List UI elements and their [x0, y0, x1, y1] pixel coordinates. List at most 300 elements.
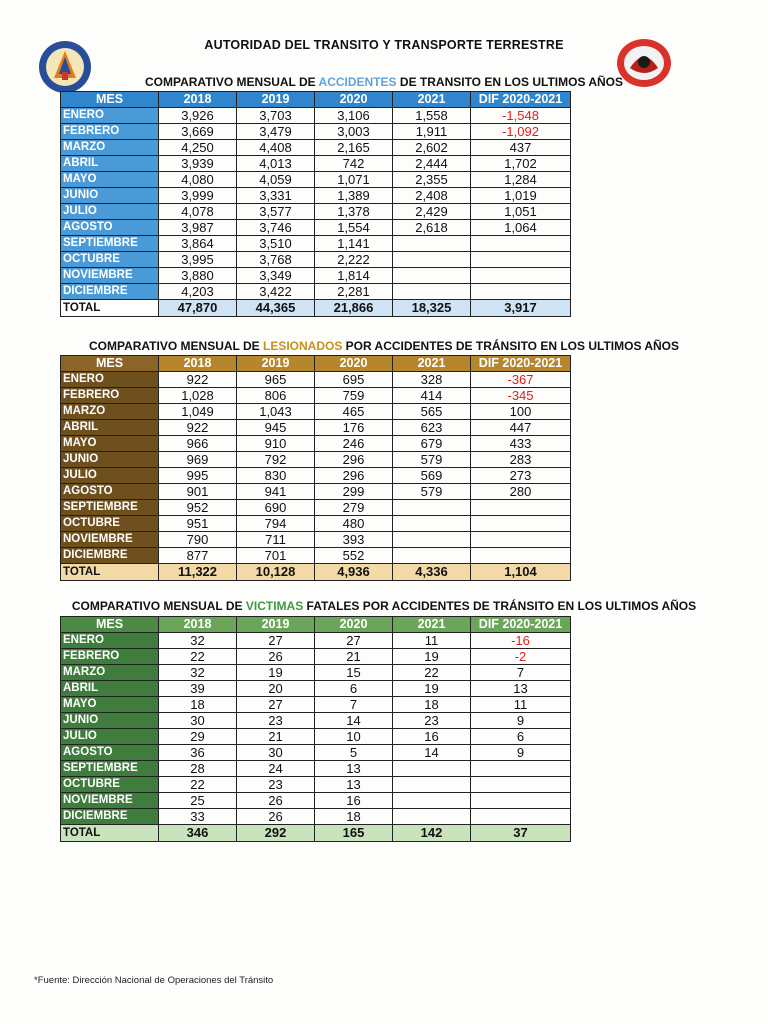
value-cell: 941: [237, 484, 315, 500]
difference-cell: [471, 500, 571, 516]
page-header-title: AUTORIDAD DEL TRANSITO Y TRANSPORTE TERRESTRE: [204, 38, 564, 52]
table-row: [61, 108, 571, 124]
value-cell: 3,999: [159, 188, 237, 204]
value-cell: 3,768: [237, 252, 315, 268]
title-suffix: POR ACCIDENTES DE TRÁNSITO EN LOS ULTIMOS AÑOS: [342, 339, 680, 353]
month-label: ENERO: [61, 372, 159, 388]
table-row: [61, 220, 571, 236]
table-row: [61, 793, 571, 809]
value-cell: 36: [159, 745, 237, 761]
value-cell: 945: [237, 420, 315, 436]
month-label: OCTUBRE: [61, 252, 159, 268]
month-label: NOVIEMBRE: [61, 532, 159, 548]
value-cell: [393, 548, 471, 564]
injured-section-title: [0, 339, 768, 353]
difference-cell: 1,702: [471, 156, 571, 172]
difference-cell: 11: [471, 697, 571, 713]
month-label: JULIO: [61, 729, 159, 745]
value-cell: 552: [315, 548, 393, 564]
value-cell: 3,422: [237, 284, 315, 300]
month-label: OCTUBRE: [61, 777, 159, 793]
month-label: NOVIEMBRE: [61, 793, 159, 809]
value-cell: 27: [237, 633, 315, 649]
difference-cell: 1,064: [471, 220, 571, 236]
value-cell: 579: [393, 452, 471, 468]
month-label: JUNIO: [61, 188, 159, 204]
table-row: [61, 236, 571, 252]
difference-cell: 13: [471, 681, 571, 697]
value-cell: 1,141: [315, 236, 393, 252]
value-cell: 23: [237, 713, 315, 729]
value-cell: 13: [315, 761, 393, 777]
table-row: [61, 124, 571, 140]
value-cell: 21: [237, 729, 315, 745]
column-header: 2021: [393, 92, 471, 108]
column-header: 2019: [237, 92, 315, 108]
value-cell: 15: [315, 665, 393, 681]
column-header: 2018: [159, 617, 237, 633]
value-cell: 21: [315, 649, 393, 665]
value-cell: 176: [315, 420, 393, 436]
value-cell: 25: [159, 793, 237, 809]
value-cell: 806: [237, 388, 315, 404]
value-cell: 30: [159, 713, 237, 729]
month-label: JUNIO: [61, 713, 159, 729]
value-cell: 39: [159, 681, 237, 697]
value-cell: [393, 284, 471, 300]
value-cell: [393, 252, 471, 268]
value-cell: 922: [159, 372, 237, 388]
fatalities-table: [60, 616, 571, 842]
total-value: 4,336: [393, 564, 471, 581]
value-cell: 695: [315, 372, 393, 388]
table-row: [61, 548, 571, 564]
table-row: [61, 140, 571, 156]
value-cell: 26: [237, 809, 315, 825]
value-cell: 3,880: [159, 268, 237, 284]
value-cell: 32: [159, 665, 237, 681]
difference-cell: -16: [471, 633, 571, 649]
value-cell: [393, 761, 471, 777]
total-value: 37: [471, 825, 571, 842]
value-cell: 877: [159, 548, 237, 564]
column-header: 2019: [237, 617, 315, 633]
column-header: 2020: [315, 356, 393, 372]
value-cell: 28: [159, 761, 237, 777]
table-row: [61, 729, 571, 745]
difference-cell: [471, 548, 571, 564]
value-cell: [393, 777, 471, 793]
value-cell: 2,444: [393, 156, 471, 172]
value-cell: 2,281: [315, 284, 393, 300]
accidents-section-title: [0, 75, 768, 89]
month-label: ENERO: [61, 633, 159, 649]
column-header: MES: [61, 92, 159, 108]
table-row: [61, 713, 571, 729]
month-label: MARZO: [61, 665, 159, 681]
value-cell: 3,939: [159, 156, 237, 172]
value-cell: 27: [315, 633, 393, 649]
value-cell: 1,814: [315, 268, 393, 284]
title-highlight: LESIONADOS: [262, 339, 343, 353]
difference-cell: [471, 516, 571, 532]
value-cell: 910: [237, 436, 315, 452]
table-row: [61, 809, 571, 825]
value-cell: 18: [393, 697, 471, 713]
value-cell: 6: [315, 681, 393, 697]
difference-cell: -345: [471, 388, 571, 404]
value-cell: 1,389: [315, 188, 393, 204]
value-cell: 4,203: [159, 284, 237, 300]
value-cell: 3,349: [237, 268, 315, 284]
value-cell: [393, 516, 471, 532]
value-cell: 4,078: [159, 204, 237, 220]
difference-cell: 9: [471, 713, 571, 729]
difference-cell: 7: [471, 665, 571, 681]
value-cell: 4,013: [237, 156, 315, 172]
difference-cell: [471, 236, 571, 252]
column-header: 2020: [315, 617, 393, 633]
difference-cell: [471, 252, 571, 268]
value-cell: 16: [315, 793, 393, 809]
table-row: [61, 372, 571, 388]
table-row: [61, 188, 571, 204]
value-cell: 465: [315, 404, 393, 420]
value-cell: [393, 500, 471, 516]
month-label: AGOSTO: [61, 484, 159, 500]
value-cell: 27: [237, 697, 315, 713]
difference-cell: [471, 761, 571, 777]
value-cell: 759: [315, 388, 393, 404]
table-row: [61, 404, 571, 420]
value-cell: 480: [315, 516, 393, 532]
column-header: DIF 2020-2021: [471, 92, 571, 108]
total-value: 47,870: [159, 300, 237, 317]
value-cell: 328: [393, 372, 471, 388]
value-cell: 4,059: [237, 172, 315, 188]
value-cell: 22: [393, 665, 471, 681]
table-row: [61, 761, 571, 777]
value-cell: 3,995: [159, 252, 237, 268]
value-cell: 414: [393, 388, 471, 404]
table-row: [61, 436, 571, 452]
value-cell: 22: [159, 649, 237, 665]
value-cell: 922: [159, 420, 237, 436]
value-cell: 10: [315, 729, 393, 745]
table-row: [61, 284, 571, 300]
value-cell: 22: [159, 777, 237, 793]
difference-cell: 283: [471, 452, 571, 468]
value-cell: 2,429: [393, 204, 471, 220]
value-cell: 623: [393, 420, 471, 436]
title-highlight: ACCIDENTES: [318, 75, 397, 89]
value-cell: 4,250: [159, 140, 237, 156]
month-label: SEPTIEMBRE: [61, 500, 159, 516]
month-label: MAYO: [61, 172, 159, 188]
value-cell: [393, 236, 471, 252]
title-suffix: FATALES POR ACCIDENTES DE TRÁNSITO EN LOS ULTIMOS AÑOS: [303, 599, 697, 613]
value-cell: 2,222: [315, 252, 393, 268]
value-cell: 5: [315, 745, 393, 761]
column-header: MES: [61, 617, 159, 633]
total-value: 346: [159, 825, 237, 842]
difference-cell: 1,051: [471, 204, 571, 220]
value-cell: 3,746: [237, 220, 315, 236]
value-cell: 1,558: [393, 108, 471, 124]
month-label: MAYO: [61, 436, 159, 452]
value-cell: [393, 793, 471, 809]
month-label: ABRIL: [61, 420, 159, 436]
difference-cell: 433: [471, 436, 571, 452]
value-cell: 3,703: [237, 108, 315, 124]
table-row: [61, 204, 571, 220]
difference-cell: 437: [471, 140, 571, 156]
value-cell: 965: [237, 372, 315, 388]
difference-cell: [471, 268, 571, 284]
difference-cell: -367: [471, 372, 571, 388]
value-cell: 711: [237, 532, 315, 548]
value-cell: 565: [393, 404, 471, 420]
month-label: FEBRERO: [61, 649, 159, 665]
month-label: DICIEMBRE: [61, 284, 159, 300]
table-row: [61, 633, 571, 649]
value-cell: 579: [393, 484, 471, 500]
value-cell: 279: [315, 500, 393, 516]
value-cell: 969: [159, 452, 237, 468]
table-row: [61, 777, 571, 793]
value-cell: 966: [159, 436, 237, 452]
value-cell: 792: [237, 452, 315, 468]
value-cell: 2,618: [393, 220, 471, 236]
total-value: 165: [315, 825, 393, 842]
value-cell: 679: [393, 436, 471, 452]
table-row: [61, 697, 571, 713]
value-cell: 2,355: [393, 172, 471, 188]
column-header: 2019: [237, 356, 315, 372]
value-cell: 1,043: [237, 404, 315, 420]
total-value: 10,128: [237, 564, 315, 581]
value-cell: 3,669: [159, 124, 237, 140]
value-cell: 794: [237, 516, 315, 532]
title-highlight: VICTIMAS: [245, 599, 304, 613]
value-cell: 3,003: [315, 124, 393, 140]
value-cell: 29: [159, 729, 237, 745]
month-label: MARZO: [61, 404, 159, 420]
table-row: [61, 388, 571, 404]
value-cell: 19: [393, 649, 471, 665]
title-prefix: COMPARATIVO MENSUAL DE: [144, 75, 319, 89]
accidents-table: [60, 91, 571, 317]
value-cell: 19: [237, 665, 315, 681]
value-cell: 1,378: [315, 204, 393, 220]
difference-cell: 1,019: [471, 188, 571, 204]
table-row: [61, 532, 571, 548]
total-value: 18,325: [393, 300, 471, 317]
value-cell: 32: [159, 633, 237, 649]
value-cell: 4,080: [159, 172, 237, 188]
value-cell: 3,510: [237, 236, 315, 252]
total-label: TOTAL: [61, 564, 159, 581]
month-label: NOVIEMBRE: [61, 268, 159, 284]
total-value: 292: [237, 825, 315, 842]
table-row: [61, 665, 571, 681]
value-cell: 690: [237, 500, 315, 516]
value-cell: 26: [237, 793, 315, 809]
month-label: ENERO: [61, 108, 159, 124]
value-cell: 951: [159, 516, 237, 532]
value-cell: 14: [315, 713, 393, 729]
value-cell: 20: [237, 681, 315, 697]
table-header-row: [61, 356, 571, 372]
month-label: MAYO: [61, 697, 159, 713]
column-header: DIF 2020-2021: [471, 617, 571, 633]
value-cell: 18: [315, 809, 393, 825]
value-cell: 30: [237, 745, 315, 761]
value-cell: 23: [393, 713, 471, 729]
value-cell: 1,049: [159, 404, 237, 420]
injured-table: [60, 355, 571, 581]
difference-cell: [471, 777, 571, 793]
table-row: [61, 252, 571, 268]
month-label: DICIEMBRE: [61, 548, 159, 564]
fatalities-section-title: [0, 599, 768, 613]
value-cell: 2,602: [393, 140, 471, 156]
value-cell: 2,165: [315, 140, 393, 156]
difference-cell: 1,284: [471, 172, 571, 188]
column-header: 2018: [159, 356, 237, 372]
month-label: DICIEMBRE: [61, 809, 159, 825]
column-header: MES: [61, 356, 159, 372]
value-cell: 2,408: [393, 188, 471, 204]
value-cell: 1,071: [315, 172, 393, 188]
month-label: FEBRERO: [61, 388, 159, 404]
month-label: JUNIO: [61, 452, 159, 468]
difference-cell: 273: [471, 468, 571, 484]
value-cell: 701: [237, 548, 315, 564]
value-cell: 901: [159, 484, 237, 500]
difference-cell: -1,548: [471, 108, 571, 124]
value-cell: [393, 532, 471, 548]
total-value: 1,104: [471, 564, 571, 581]
total-value: 3,917: [471, 300, 571, 317]
value-cell: 1,028: [159, 388, 237, 404]
value-cell: 33: [159, 809, 237, 825]
value-cell: 19: [393, 681, 471, 697]
month-label: ABRIL: [61, 156, 159, 172]
value-cell: 393: [315, 532, 393, 548]
total-label: TOTAL: [61, 300, 159, 317]
source-footnote: *Fuente: Dirección Nacional de Operaciones del Tránsito: [34, 975, 274, 986]
table-row: [61, 681, 571, 697]
value-cell: 23: [237, 777, 315, 793]
value-cell: 299: [315, 484, 393, 500]
value-cell: 1,911: [393, 124, 471, 140]
value-cell: 830: [237, 468, 315, 484]
difference-cell: [471, 532, 571, 548]
value-cell: 296: [315, 468, 393, 484]
value-cell: 296: [315, 452, 393, 468]
month-label: SEPTIEMBRE: [61, 236, 159, 252]
month-label: JULIO: [61, 468, 159, 484]
column-header: 2020: [315, 92, 393, 108]
total-row: [61, 300, 571, 317]
value-cell: 3,106: [315, 108, 393, 124]
value-cell: 569: [393, 468, 471, 484]
total-value: 11,322: [159, 564, 237, 581]
value-cell: 1,554: [315, 220, 393, 236]
table-header-row: [61, 617, 571, 633]
month-label: MARZO: [61, 140, 159, 156]
total-value: 4,936: [315, 564, 393, 581]
total-value: 21,866: [315, 300, 393, 317]
value-cell: [393, 268, 471, 284]
table-row: [61, 649, 571, 665]
table-row: [61, 484, 571, 500]
total-row: [61, 825, 571, 842]
table-row: [61, 468, 571, 484]
column-header: 2021: [393, 356, 471, 372]
value-cell: 952: [159, 500, 237, 516]
month-label: JULIO: [61, 204, 159, 220]
value-cell: 24: [237, 761, 315, 777]
value-cell: 4,408: [237, 140, 315, 156]
month-label: FEBRERO: [61, 124, 159, 140]
difference-cell: 447: [471, 420, 571, 436]
month-label: AGOSTO: [61, 745, 159, 761]
column-header: 2021: [393, 617, 471, 633]
difference-cell: [471, 793, 571, 809]
difference-cell: 280: [471, 484, 571, 500]
value-cell: 16: [393, 729, 471, 745]
value-cell: 3,926: [159, 108, 237, 124]
value-cell: 3,864: [159, 236, 237, 252]
month-label: OCTUBRE: [61, 516, 159, 532]
total-label: TOTAL: [61, 825, 159, 842]
month-label: ABRIL: [61, 681, 159, 697]
value-cell: 3,987: [159, 220, 237, 236]
value-cell: 14: [393, 745, 471, 761]
value-cell: [393, 809, 471, 825]
table-row: [61, 500, 571, 516]
table-header-row: [61, 92, 571, 108]
difference-cell: 6: [471, 729, 571, 745]
column-header: DIF 2020-2021: [471, 356, 571, 372]
title-prefix: COMPARATIVO MENSUAL DE: [88, 339, 263, 353]
table-row: [61, 452, 571, 468]
value-cell: 3,331: [237, 188, 315, 204]
difference-cell: [471, 284, 571, 300]
total-value: 44,365: [237, 300, 315, 317]
value-cell: 13: [315, 777, 393, 793]
value-cell: 742: [315, 156, 393, 172]
value-cell: 11: [393, 633, 471, 649]
difference-cell: 100: [471, 404, 571, 420]
value-cell: 3,577: [237, 204, 315, 220]
month-label: AGOSTO: [61, 220, 159, 236]
difference-cell: -2: [471, 649, 571, 665]
month-label: SEPTIEMBRE: [61, 761, 159, 777]
value-cell: 246: [315, 436, 393, 452]
value-cell: 7: [315, 697, 393, 713]
value-cell: 3,479: [237, 124, 315, 140]
table-row: [61, 172, 571, 188]
value-cell: 790: [159, 532, 237, 548]
table-row: [61, 516, 571, 532]
table-row: [61, 420, 571, 436]
difference-cell: 9: [471, 745, 571, 761]
total-row: [61, 564, 571, 581]
table-row: [61, 156, 571, 172]
